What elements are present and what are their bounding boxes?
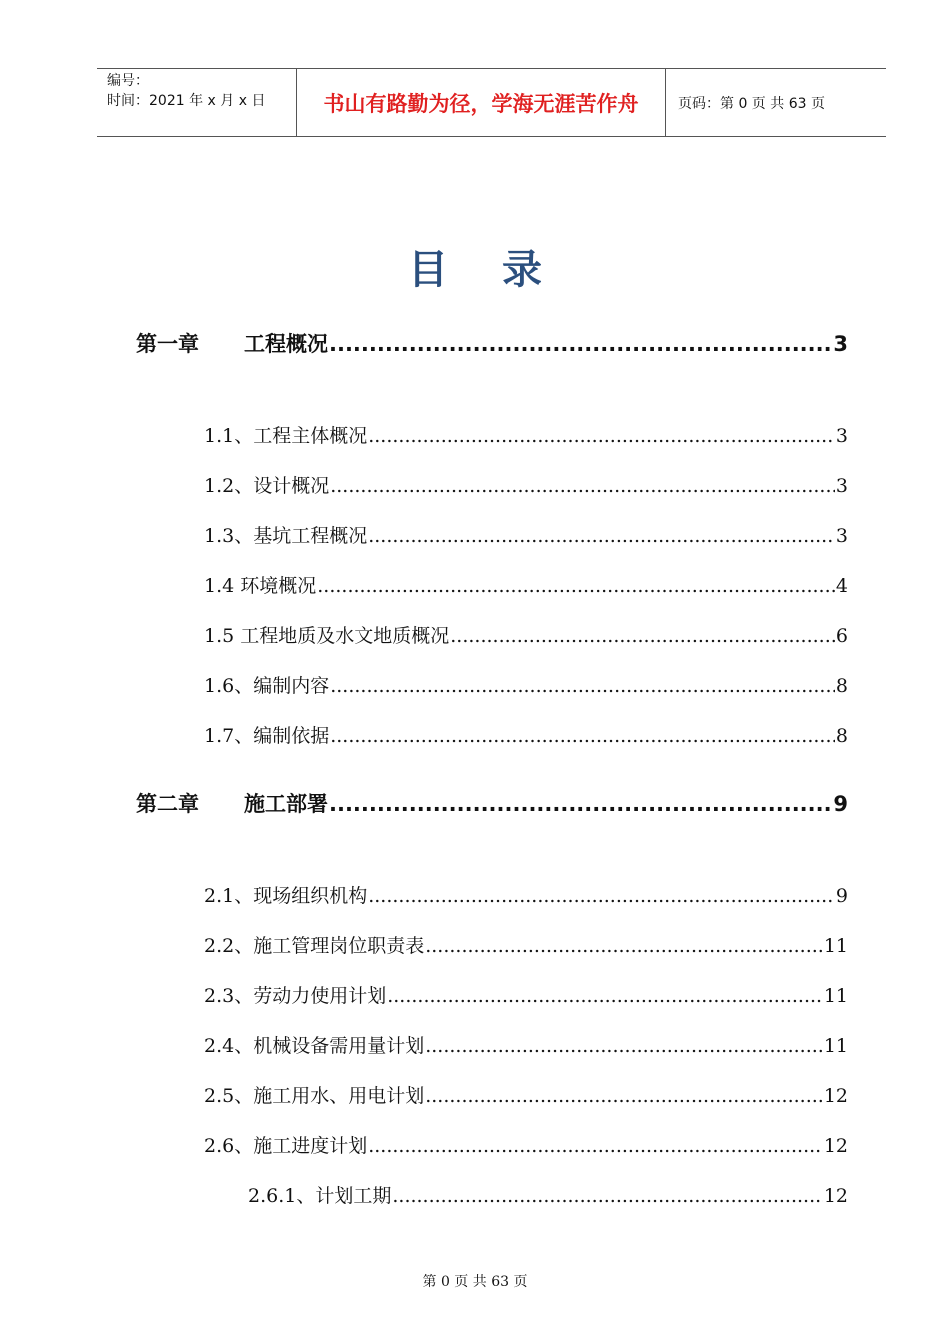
chapter-number: 第一章: [136, 332, 199, 356]
chapter-name: 施工部署: [244, 792, 328, 816]
page-number: 3: [833, 332, 848, 356]
header-page-info: 页码：第 0 页 共 63 页: [678, 95, 825, 112]
leader-dots: [329, 792, 832, 816]
page-number: 4: [835, 575, 848, 597]
leader-dots: [387, 985, 823, 1007]
page-number: 9: [833, 792, 848, 816]
entry-label: 2.3、劳动力使用计划: [204, 985, 387, 1007]
page-number: 3: [835, 425, 848, 447]
toc-entry-1-7[interactable]: [204, 721, 848, 748]
header-motto: 书山有路勤为径，学海无涯苦作舟: [297, 69, 666, 136]
entry-label: 1.3、基坑工程概况: [204, 525, 368, 547]
leader-dots: [425, 1085, 823, 1107]
page-title: 目录: [408, 247, 596, 293]
toc-chapter-1[interactable]: [136, 328, 848, 358]
page-number: 11: [823, 985, 848, 1007]
leader-dots: [425, 935, 823, 957]
leader-dots: [368, 885, 835, 907]
entry-label: 2.1、现场组织机构: [204, 885, 368, 907]
page-number: 3: [835, 475, 848, 497]
leader-dots: [317, 575, 835, 597]
entry-label: 1.6、编制内容: [204, 675, 330, 697]
leader-dots: [392, 1185, 822, 1207]
toc-entry-2-2[interactable]: [204, 931, 848, 958]
toc-entry-2-6-1[interactable]: [248, 1181, 848, 1208]
page-header: [97, 68, 886, 137]
leader-dots: [329, 332, 832, 356]
leader-dots: [330, 725, 835, 747]
leader-dots: [368, 425, 835, 447]
page-number: 11: [823, 935, 848, 957]
toc-entry-1-2[interactable]: [204, 471, 848, 498]
page-number: 12: [823, 1135, 848, 1157]
entry-label: 2.4、机械设备需用量计划: [204, 1035, 425, 1057]
chapter-name: 工程概况: [244, 332, 328, 356]
entry-label: 1.1、工程主体概况: [204, 425, 368, 447]
page-number: 9: [835, 885, 848, 907]
toc-entry-2-1[interactable]: [204, 881, 848, 908]
chapter-number: 第二章: [136, 792, 199, 816]
entry-label: 1.4 环境概况: [204, 575, 317, 597]
page-number: 12: [823, 1085, 848, 1107]
leader-dots: [368, 525, 835, 547]
toc-entry-1-6[interactable]: [204, 671, 848, 698]
leader-dots: [330, 675, 835, 697]
entry-label: 1.7、编制依据: [204, 725, 330, 747]
leader-dots: [368, 1135, 823, 1157]
toc-entry-1-4[interactable]: [204, 571, 848, 598]
leader-dots: [450, 625, 835, 647]
page-footer: 第 0 页 共 63 页: [422, 1274, 528, 1290]
leader-dots: [330, 475, 835, 497]
page-number: 11: [823, 1035, 848, 1057]
serial-label: 编号：: [107, 73, 149, 89]
header-meta: [97, 69, 297, 136]
entry-label: 2.5、施工用水、用电计划: [204, 1085, 425, 1107]
page-number: 8: [835, 675, 848, 697]
entry-label: 2.2、施工管理岗位职责表: [204, 935, 425, 957]
time-label: 时间：2021 年 x 月 x 日: [107, 93, 266, 109]
page-number: 8: [835, 725, 848, 747]
page-number: 3: [835, 525, 848, 547]
leader-dots: [425, 1035, 823, 1057]
entry-label: 2.6、施工进度计划: [204, 1135, 368, 1157]
entry-label: 2.6.1、计划工期: [248, 1185, 392, 1207]
toc-entry-2-4[interactable]: [204, 1031, 848, 1058]
toc-entry-1-3[interactable]: [204, 521, 848, 548]
entry-label: 1.2、设计概况: [204, 475, 330, 497]
toc-entry-2-3[interactable]: [204, 981, 848, 1008]
page-number: 12: [823, 1185, 848, 1207]
page-number: 6: [835, 625, 848, 647]
toc-entry-2-5[interactable]: [204, 1081, 848, 1108]
toc-entry-1-5[interactable]: [204, 621, 848, 648]
toc-entry-2-6[interactable]: [204, 1131, 848, 1158]
toc-chapter-2[interactable]: [136, 788, 848, 818]
entry-label: 1.5 工程地质及水文地质概况: [204, 625, 450, 647]
toc-entry-1-1[interactable]: [204, 421, 848, 448]
